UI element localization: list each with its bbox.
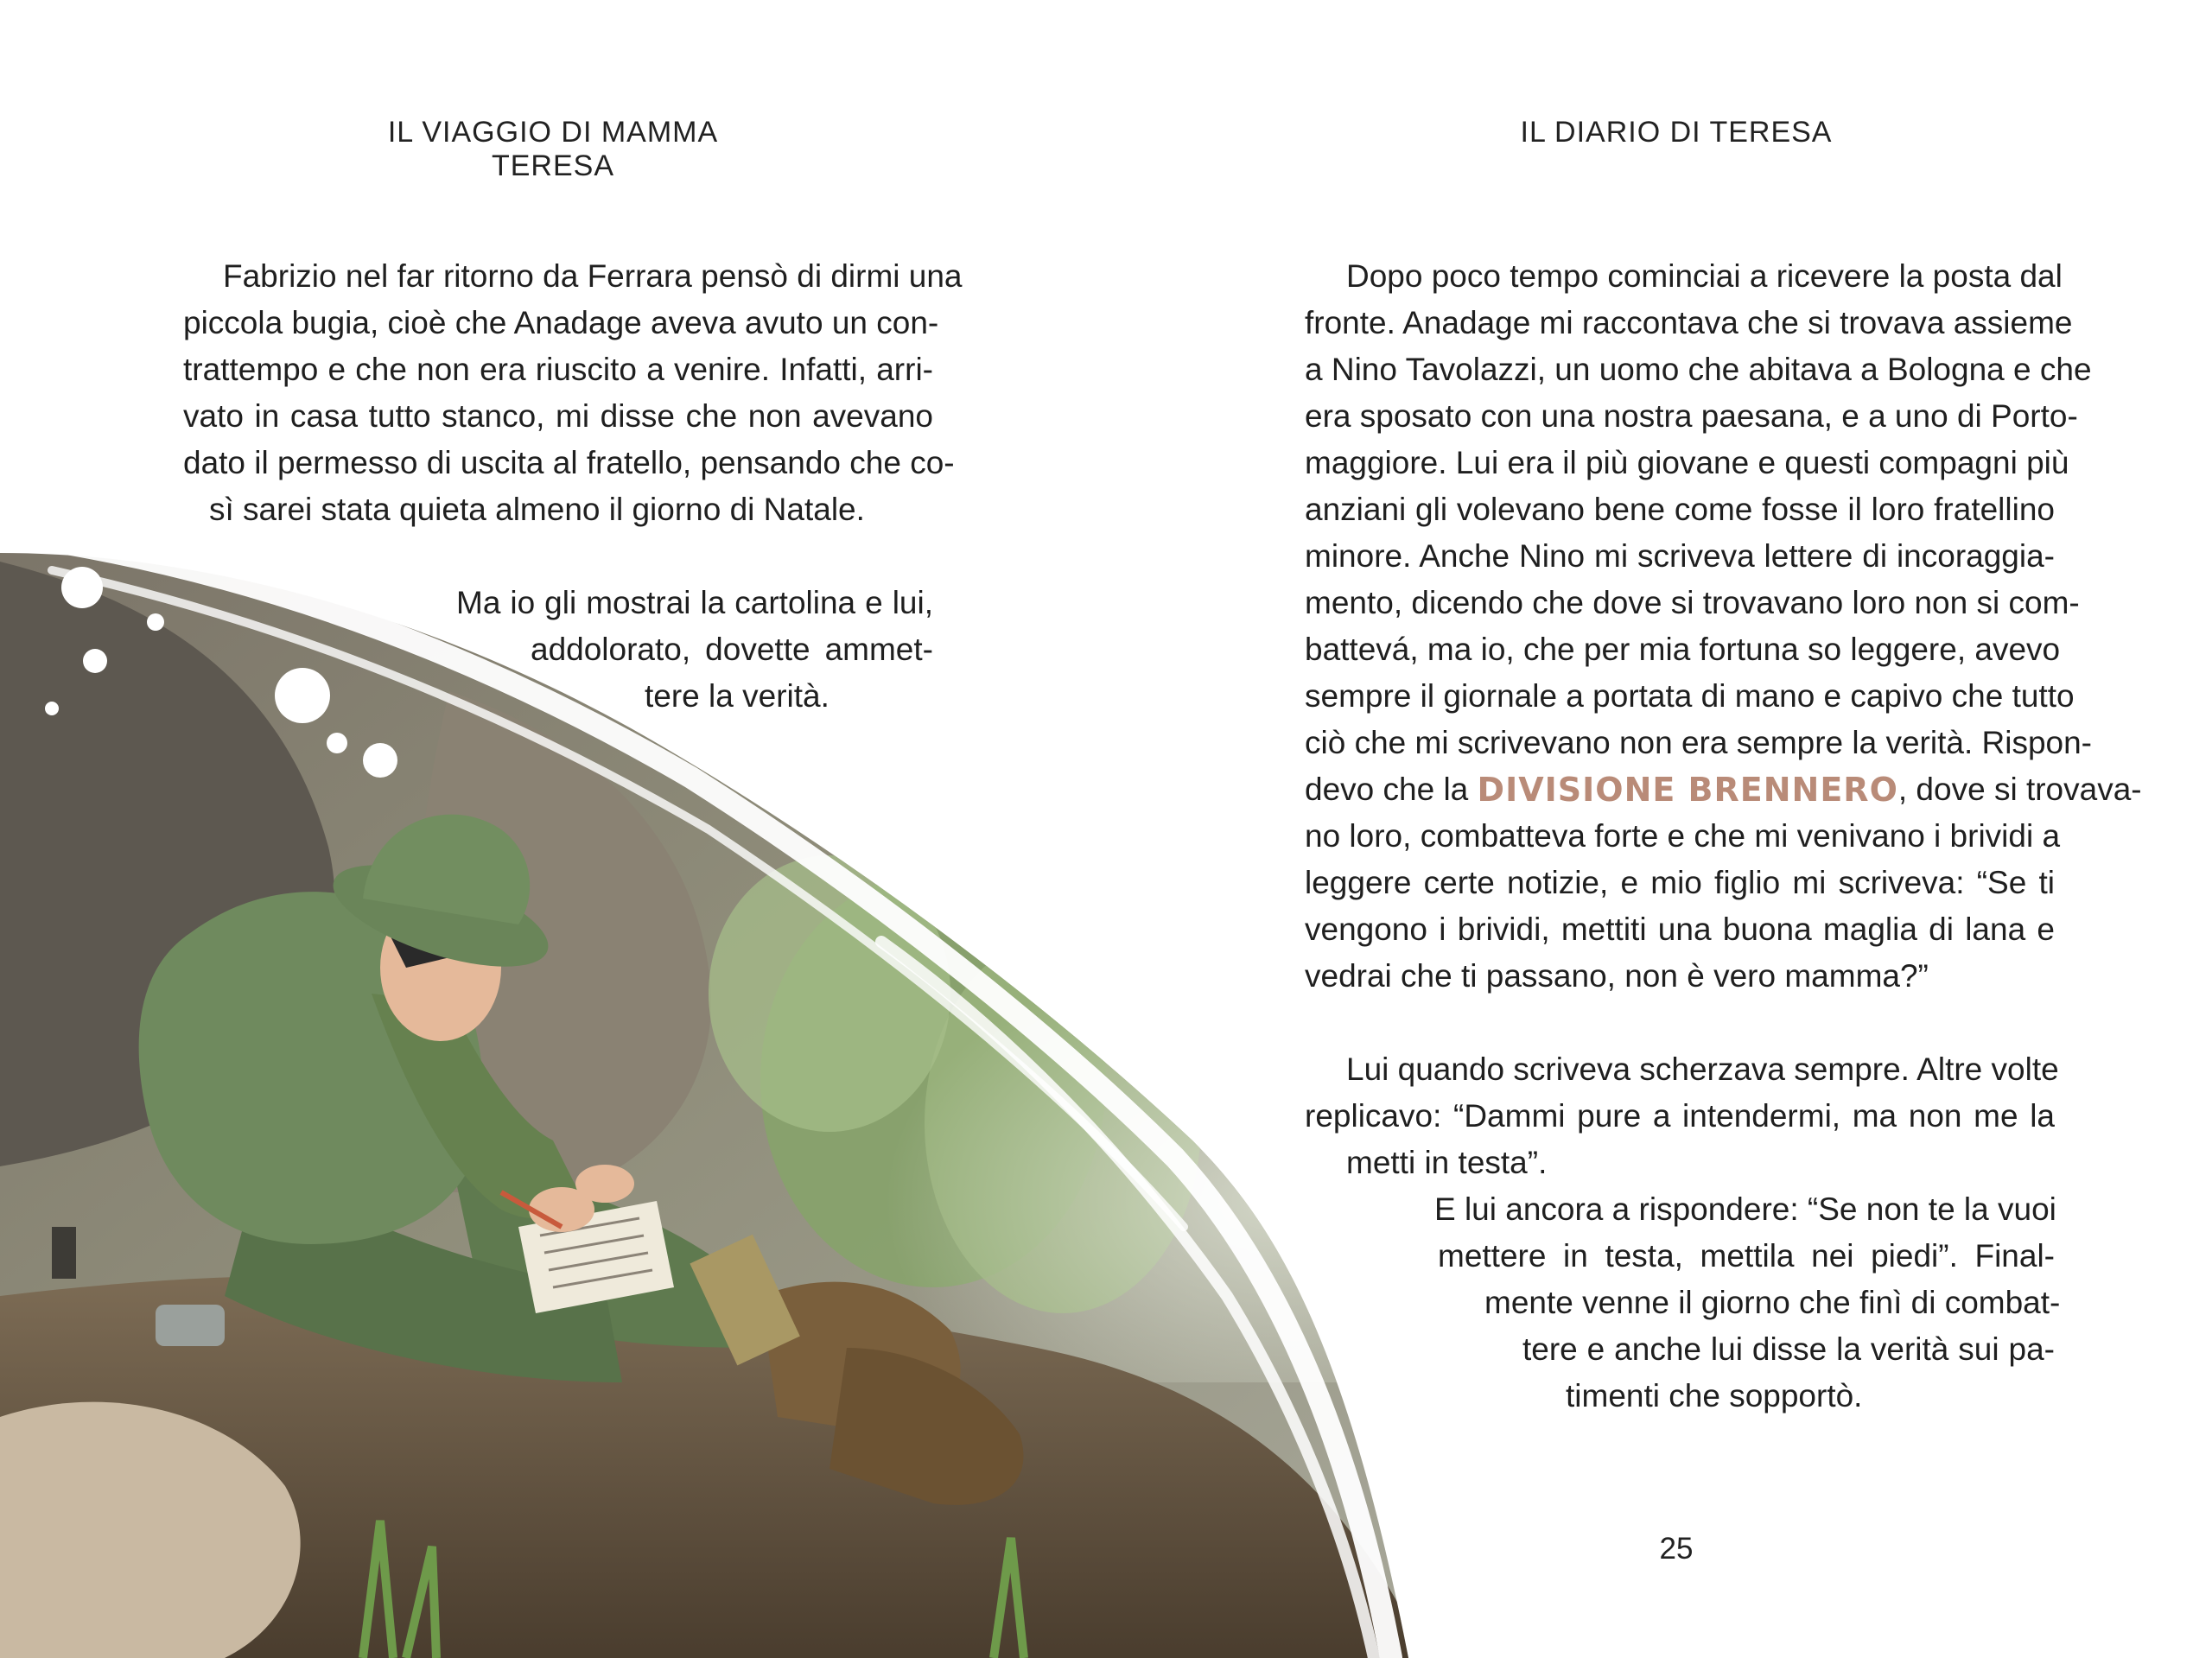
division-line: [1305, 766, 2142, 813]
text-line: leggere certe notizie, e mio figlio mi scriveva: “Se ti: [1305, 865, 2055, 900]
text-line: mente venne il giorno che finì di combat-: [1484, 1285, 2061, 1320]
text-line: maggiore. Lui era il più giovane e questi compagni più: [1305, 445, 2069, 480]
division-brennero-highlight: DIVISIONE BRENNERO: [1477, 771, 1898, 809]
text-line: anziani gli volevano bene come fosse il loro fratellino: [1305, 492, 2055, 527]
text-line: E lui ancora a rispondere: “Se non te la vuoi: [1434, 1191, 2056, 1227]
text-line: battevá, ma io, che per mia fortuna so leggere, avevo: [1305, 632, 2061, 667]
text-line: addolorato, dovette ammet-: [531, 632, 933, 667]
running-head-right: IL DIARIO DI TERESA: [1520, 116, 1833, 149]
text-line: fronte. Anadage mi raccontava che si trovava assieme: [1305, 305, 2073, 340]
page-number: 25: [1659, 1532, 1694, 1566]
text-fragment: , dove si trovava-: [1897, 772, 2142, 807]
text-line: dato il permesso di uscita al fratello, pensando che co-: [183, 445, 955, 480]
text-line: metti in testa”.: [1346, 1145, 1548, 1180]
text-line: Dopo poco tempo cominciai a ricevere la posta dal: [1346, 258, 2063, 294]
text-line: Fabrizio nel far ritorno da Ferrara pensò di dirmi una: [223, 258, 963, 294]
text-fragment: devo che la: [1305, 772, 1478, 807]
text-line: replicavo: “Dammi pure a intendermi, ma non me la: [1305, 1098, 2055, 1134]
text-line: mettere in testa, mettila nei piedi”. Final-: [1438, 1238, 2055, 1274]
text-line: trattempo e che non era riuscito a venire. Infatti, arri-: [183, 352, 933, 387]
text-line: sì sarei stata quieta almeno il giorno di Natale.: [209, 492, 865, 527]
text-line: mento, dicendo che dove si trovavano loro non si com-: [1305, 585, 2080, 620]
text-line: timenti che sopportò.: [1566, 1378, 1863, 1413]
text-line: vato in casa tutto stanco, mi disse che non avevano: [183, 398, 933, 434]
running-head-left: IL VIAGGIO DI MAMMA TERESA: [387, 116, 719, 182]
text-line: vedrai che ti passano, non è vero mamma?”: [1305, 958, 1929, 994]
text-line: a Nino Tavolazzi, un uomo che abitava a Bologna e che: [1305, 352, 2092, 387]
text-line: piccola bugia, cioè che Anadage aveva avuto un con-: [183, 305, 939, 340]
text-line: sempre il giornale a portata di mano e capivo che tutto: [1305, 678, 2075, 714]
text-line: era sposato con una nostra paesana, e a uno di Porto-: [1305, 398, 2078, 434]
text-line: vengono i brividi, mettiti una buona maglia di lana e: [1305, 912, 2055, 947]
text-line: tere e anche lui disse la verità sui pa-: [1522, 1331, 2055, 1367]
text-line: no loro, combatteva forte e che mi venivano i brividi a: [1305, 818, 2061, 854]
text-line: tere la verità.: [645, 678, 830, 714]
text-line: ciò che mi scrivevano non era sempre la verità. Rispon-: [1305, 725, 2092, 760]
text-line: Lui quando scriveva scherzava sempre. Altre volte: [1346, 1051, 2059, 1087]
text-line: minore. Anche Nino mi scriveva lettere di incoraggia-: [1305, 538, 2055, 574]
text-line: Ma io gli mostrai la cartolina e lui,: [456, 585, 933, 620]
